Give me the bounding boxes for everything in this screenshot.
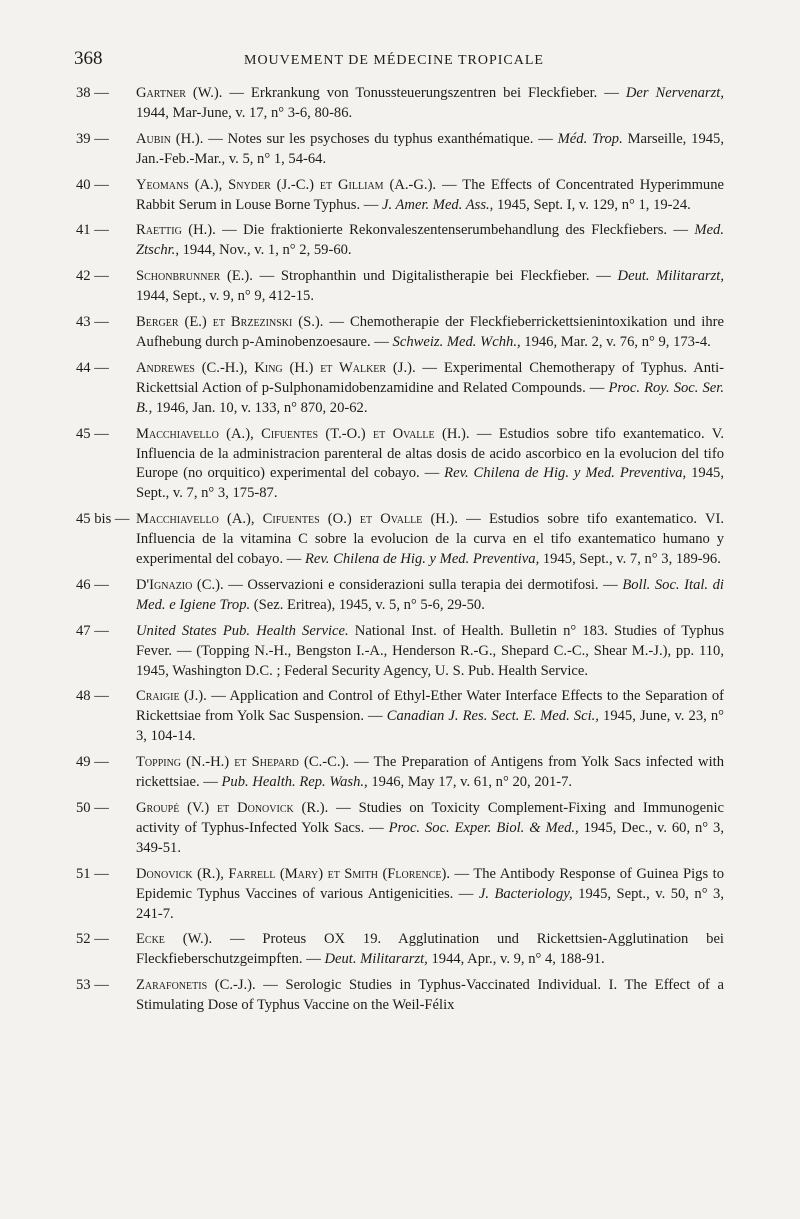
reference-journal: Deut. Militararzt,	[617, 268, 724, 285]
page-number: 368	[74, 48, 103, 69]
reference-item	[74, 176, 724, 216]
reference-title: — The Antibody Response of Guinea Pigs to Epidemic Typhus Vaccines of various Antigenicities. —	[136, 865, 724, 902]
reference-journal: Proc. Soc. Exper. Biol. & Med.,	[388, 819, 579, 836]
reference-authors: Groupé (V.) et Donovick (R.).	[136, 800, 329, 816]
reference-number: 52 —	[76, 931, 109, 948]
reference-item	[74, 576, 724, 616]
reference-details: 1945, Dec., v. 60, n° 3, 349-51.	[136, 819, 724, 856]
reference-details: 1945, Sept. I, v. 129, n° 1, 19-24.	[493, 196, 691, 213]
reference-journal: J. Bacteriology,	[478, 885, 573, 902]
reference-journal: Proc. Roy. Soc. Ser. B.,	[136, 379, 724, 416]
reference-title: — The Preparation of Antigens from Yolk Sacs infected with rickettsiae. —	[136, 754, 725, 791]
reference-item	[74, 753, 724, 793]
reference-item	[74, 687, 724, 747]
reference-details: 1945, Sept., v. 7, n° 3, 189-96.	[539, 551, 721, 568]
reference-item	[74, 425, 724, 505]
reference-details: 1946, Jan. 10, v. 133, n° 870, 20-62.	[152, 399, 368, 416]
running-title: MOUVEMENT DE MÉDECINE TROPICALE	[244, 53, 544, 68]
reference-number: 45 —	[76, 425, 109, 442]
reference-number: 53 —	[76, 977, 109, 994]
reference-title: — Die fraktionierte Rekonvaleszentenserumbehandlung des Fleckfiebers. —	[215, 222, 689, 239]
reference-number: 49 —	[76, 754, 109, 771]
reference-details: Marseille, 1945, Jan.-Feb.-Mar., v. 5, n° 1, 54-64.	[136, 130, 724, 167]
reference-details: 1945, Sept., v. 50, n° 3, 241-7.	[136, 885, 724, 922]
reference-item	[74, 313, 724, 353]
reference-authors: Raettig (H.).	[136, 222, 216, 239]
reference-authors: D'Ignazio (C.).	[136, 576, 224, 593]
reference-authors: Andrewes (C.-H.), King (H.) et Walker (J.).	[136, 359, 416, 376]
reference-details: 1946, May 17, v. 61, n° 20, 201-7.	[367, 774, 573, 791]
reference-authors: Zarafonetis (C.-J.).	[136, 977, 256, 994]
reference-title: — Erkrankung von Tonussteuerungszentren bei Fleckfieber. —	[222, 85, 619, 101]
reference-authors: Yeomans (A.), Snyder (J.-C.) et Gilliam (A.-G.).	[136, 176, 437, 193]
reference-number: 44 —	[76, 359, 109, 376]
reference-list	[74, 84, 724, 1022]
reference-item	[74, 510, 724, 570]
reference-item	[74, 930, 724, 970]
reference-details: 1944, Nov., v. 1, n° 2, 59-60.	[178, 242, 352, 259]
reference-number: 39 —	[76, 130, 109, 147]
reference-item	[74, 622, 724, 682]
reference-journal: Pub. Health. Rep. Wash.,	[221, 774, 368, 791]
reference-journal: Canadian J. Res. Sect. E. Med. Sci.,	[386, 708, 599, 725]
reference-journal: Rev. Chilena de Hig. y Med. Preventiva,	[305, 551, 540, 568]
reference-number: 46 —	[76, 576, 109, 593]
reference-item	[74, 221, 724, 261]
reference-title: — Notes sur les psychoses du typhus exanthématique. —	[203, 130, 553, 147]
reference-number: 42 —	[76, 268, 109, 285]
reference-title: — Estudios sobre tifo exantematico. V. Influencia de la administracion parenteral de altas dosis de acido ascorbico en la evolucion del tifo Europe (no orquitico) experimental del cobayo. —	[136, 425, 724, 482]
reference-authors: Macchiavello (A.), Cifuentes (T.-O.) et Ovalle (H.).	[136, 425, 470, 442]
reference-number: 41 —	[76, 222, 109, 239]
reference-item	[74, 267, 724, 307]
reference-title: — Proteus OX 19. Agglutination und Rickettsien-Agglutination bei Fleckfieberschutzgeimpften. —	[136, 931, 724, 968]
reference-number: 43 —	[76, 314, 109, 331]
reference-title: — Application and Control of Ethyl-Ether Water Interface Effects to the Separation of Rickettsiae from Yolk Sac Suspension. —	[136, 688, 724, 725]
reference-journal: Med. Ztschr.,	[136, 222, 724, 259]
reference-journal-lead: United States Pub. Health Service.	[136, 622, 349, 639]
reference-title: — Experimental Chemotherapy of Typhus. Anti-Rickettsial Action of p-Sulphonamidobenzamidine and Related Compounds. —	[136, 359, 724, 396]
reference-item	[74, 799, 724, 859]
reference-details: 1944, Mar-June, v. 17, n° 3-6, 80-86.	[136, 104, 353, 121]
reference-authors: Ecke (W.).	[136, 931, 213, 948]
reference-title: — Serologic Studies in Typhus-Vaccinated Individual. I. The Effect of a Stimulating Dose of Typhus Vaccine on the Weil-Félix	[136, 977, 724, 1014]
reference-authors: Aubin (H.).	[136, 130, 204, 147]
reference-authors: Donovick (R.), Farrell (Mary) et Smith (Florence).	[136, 865, 451, 882]
reference-number: 45 bis —	[76, 511, 130, 528]
reference-title: National Inst. of Health. Bulletin n° 183. Studies of Typhus Fever. — (Topping N.-H., Bengston I.-A., Henderson R.-G., Shepard C.-C., Shear M.-J.), pp. 110, 1945, Washington D.C. ; Federal Security Agency, U. S. Pub. Health Service.	[136, 622, 724, 679]
reference-journal: Boll. Soc. Ital. di Med. e Igiene Trop.	[136, 576, 724, 613]
reference-authors: Macchiavello (A.), Cifuentes (O.) et Ovalle (H.).	[136, 511, 459, 528]
reference-title: — The Effects of Concentrated Hyperimmune Rabbit Serum in Louse Borne Typhus. —	[136, 176, 724, 213]
reference-details: 1946, Mar. 2, v. 76, n° 9, 173-4.	[520, 333, 711, 350]
reference-details: 1945, June, v. 23, n° 3, 104-14.	[136, 708, 724, 745]
reference-title: — Strophanthin und Digitalistherapie bei Fleckfieber. —	[252, 268, 611, 285]
reference-item	[74, 865, 724, 925]
reference-authors: Topping (N.-H.) et Shepard (C.-C.).	[136, 754, 349, 771]
reference-title: — Chemotherapie der Fleckfieberrickettsienintoxikation und ihre Aufhebung durch p-Aminobenzoesaure. —	[136, 314, 724, 350]
reference-number: 51 —	[76, 865, 109, 882]
reference-journal: Deut. Militararzt,	[324, 951, 428, 968]
page-header	[74, 48, 734, 74]
reference-authors: Berger (E.) et Brzezinski (S.).	[136, 314, 324, 331]
reference-journal: Schweiz. Med. Wchh.,	[392, 333, 521, 350]
reference-details: 1944, Apr., v. 9, n° 4, 188-91.	[427, 951, 605, 968]
reference-item	[74, 130, 724, 170]
reference-authors: Gartner (W.).	[136, 85, 223, 101]
reference-title: — Studies on Toxicity Complement-Fixing and Immunogenic activity of Typhus-Infected Yolk Sacs. —	[136, 800, 724, 836]
reference-item	[74, 359, 724, 419]
reference-authors: Craigie (J.).	[136, 688, 207, 705]
reference-title: — Osservazioni e considerazioni sulla terapia dei dermotifosi. —	[223, 576, 618, 593]
reference-journal: Méd. Trop.	[557, 130, 623, 147]
reference-journal: J. Amer. Med. Ass.,	[382, 196, 494, 213]
reference-number: 38 —	[76, 85, 109, 101]
reference-details: 1944, Sept., v. 9, n° 9, 412-15.	[136, 288, 314, 305]
reference-number: 40 —	[76, 176, 109, 193]
reference-title: — Estudios sobre tifo exantematico. VI. Influencia de la vitamina C sobre la evolucion de la curva en el tifo exantematico humano y experimental del cobayo. —	[136, 511, 724, 568]
reference-details: (Sez. Eritrea), 1945, v. 5, n° 5-6, 29-50.	[250, 596, 485, 613]
reference-item	[74, 976, 724, 1016]
reference-journal: Rev. Chilena de Hig. y Med. Preventiva,	[444, 465, 687, 482]
reference-number: 50 —	[76, 800, 109, 816]
reference-item	[74, 84, 724, 124]
reference-details: 1945, Sept., v. 7, n° 3, 175-87.	[136, 465, 724, 502]
reference-number: 47 —	[76, 622, 109, 639]
reference-journal: Der Nervenarzt,	[625, 85, 724, 101]
reference-number: 48 —	[76, 688, 109, 705]
reference-authors: Schonbrunner (E.).	[136, 268, 253, 285]
